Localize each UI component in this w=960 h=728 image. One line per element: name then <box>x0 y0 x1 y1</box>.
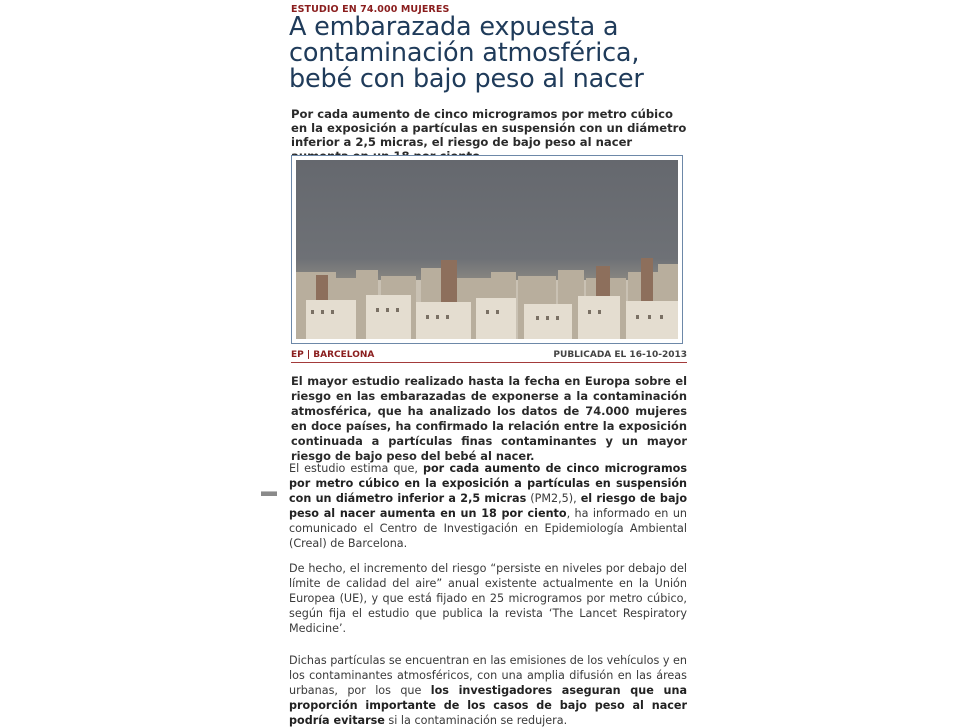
bold-span: el riesgo de bajo peso al nacer aumenta en un 18 por ciento <box>289 492 688 520</box>
byline-row <box>291 349 687 363</box>
text-span: (PM2,5), <box>526 492 581 505</box>
byline: EP | BARCELONA <box>291 350 375 360</box>
headline: A embarazada expuesta a contaminación atmosférica, bebé con bajo peso al nacer <box>289 12 644 94</box>
bold-span: por cada aumento de cinco microgramos por metro cúbico en la exposición a partículas en suspensión con un diámetro inferior a 2,5 micras <box>289 462 687 505</box>
text-span: si la contaminación se redujera. <box>384 714 568 727</box>
text-span: Dichas partículas se encuentran en las emisiones de los vehículos y en los contaminantes atmosféricos, con una amplia difusión en las áreas urbanas, por los que <box>289 654 688 697</box>
city-smog-photo <box>296 160 678 339</box>
text-span: El estudio estima que, <box>289 462 423 475</box>
article-photo-frame <box>291 155 683 344</box>
bold-span: los investigadores aseguran que una proporción importante de los casos de bajo peso al nacer podría evitarse <box>289 684 687 727</box>
kicker: ESTUDIO EN 74.000 MUJERES <box>291 4 450 15</box>
city-skyline-image <box>296 160 678 339</box>
body-paragraph-1 <box>289 461 687 551</box>
publish-date: PUBLICADA EL 16-10-2013 <box>553 350 687 360</box>
body-paragraph-3 <box>289 653 687 728</box>
lead-paragraph: El mayor estudio realizado hasta la fecha en Europa sobre el riesgo en las embarazadas de exponerse a la contaminación atmosférica, que ha analizado los datos de 74.000 mujeres en doce países, ha confirmado la relación entre la exposición continuada a partículas finas contaminantes y un mayor riesgo de bajo peso del bebé al nacer. <box>291 374 687 463</box>
subtitle: Por cada aumento de cinco microgramos por metro cúbico en la exposición a partículas en suspensión con un diámetro inferior a 2,5 micras, el riesgo de bajo peso al nacer <box>291 107 687 149</box>
body-paragraph-2: De hecho, el incremento del riesgo “persiste en niveles por debajo del límite de calidad del aire” anual existente actualmente en la Unión Europea (UE), y que está fijado en 25 microgramos por metro cúbico, según fija el estudio que publica la revista ‘The Lancet Respiratory Medicine’. <box>289 562 687 635</box>
text-span: , ha informado en un comunicado el Centro de Investigación en Epidemiología Ambiental (Creal) de Barcelona. <box>289 507 687 550</box>
slide-marker <box>261 491 277 496</box>
